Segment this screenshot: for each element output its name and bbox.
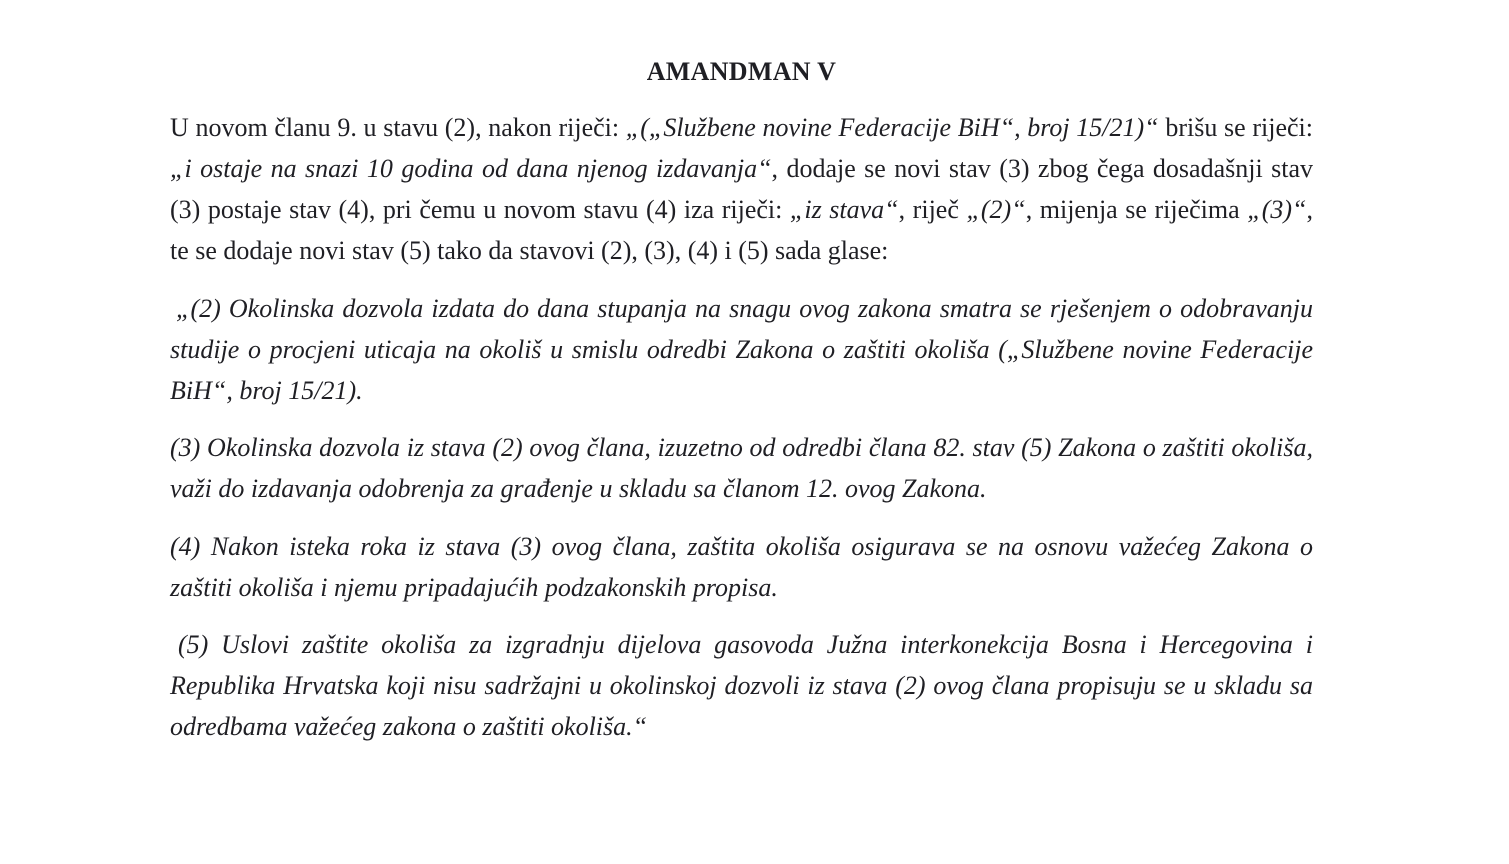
intro-text-3: , dodaje se novi stav (3) zbog čega dosadašnji stav (3) postaje stav (4), pri čemu u novom stavu (4) iza riječi:	[170, 154, 1313, 224]
intro-text-5: , mijenja se riječima	[1025, 195, 1248, 224]
document-page	[170, 55, 1313, 747]
intro-text-2: brišu se riječi:	[1158, 113, 1313, 142]
intro-quote-2: „i ostaje na snazi 10 godina od dana njenog izdavanja“	[170, 154, 772, 183]
intro-text-1: U novom članu 9. u stavu (2), nakon riječi:	[170, 113, 626, 142]
paragraph-stav-3: (3) Okolinska dozvola iz stava (2) ovog člana, izuzetno od odredbi člana 82. stav (5) Zakona o zaštiti okoliša, važi do izdavanja odobrenja za građenje u skladu sa članom 12. ovog Zakona.	[170, 433, 1313, 503]
paragraph-stav-5: (5) Uslovi zaštite okoliša za izgradnju dijelova gasovoda Južna interkonekcija Bosna i Hercegovina i Republika Hrvatska koji nisu sadržajni u okolinskoj dozvoli iz stava (2) ovog člana propisuju se u skladu sa odredbama važećeg zakona o zaštiti okoliša.“	[170, 630, 1313, 741]
intro-paragraph	[170, 107, 1313, 271]
intro-quote-4: „(2)“	[966, 195, 1026, 224]
paragraph-stav-4: (4) Nakon isteka roka iz stava (3) ovog člana, zaštita okoliša osigurava se na osnovu važećeg Zakona o zaštiti okoliša i njemu pripadajućih podzakonskih propisa.	[170, 532, 1313, 602]
intro-text-6: , te se dodaje novi stav (5) tako da stavovi (2), (3), (4) i (5) sada glase:	[170, 195, 1313, 265]
intro-quote-5: „(3)“	[1247, 195, 1307, 224]
intro-text-4: , riječ	[898, 195, 967, 224]
intro-quote-3: „iz stava“	[789, 195, 899, 224]
amendment-title: AMANDMAN V	[646, 57, 837, 86]
paragraph-stav-2: „(2) Okolinska dozvola izdata do dana stupanja na snagu ovog zakona smatra se rješenjem o odobravanju studije o procjeni uticaja na okoliš u smislu odredbi Zakona o zaštiti okoliša („Službene novine Federacije BiH“, broj 15/21).	[170, 294, 1313, 405]
intro-quote-1: „(„Službene novine Federacije BiH“, broj 15/21)“	[625, 113, 1159, 142]
